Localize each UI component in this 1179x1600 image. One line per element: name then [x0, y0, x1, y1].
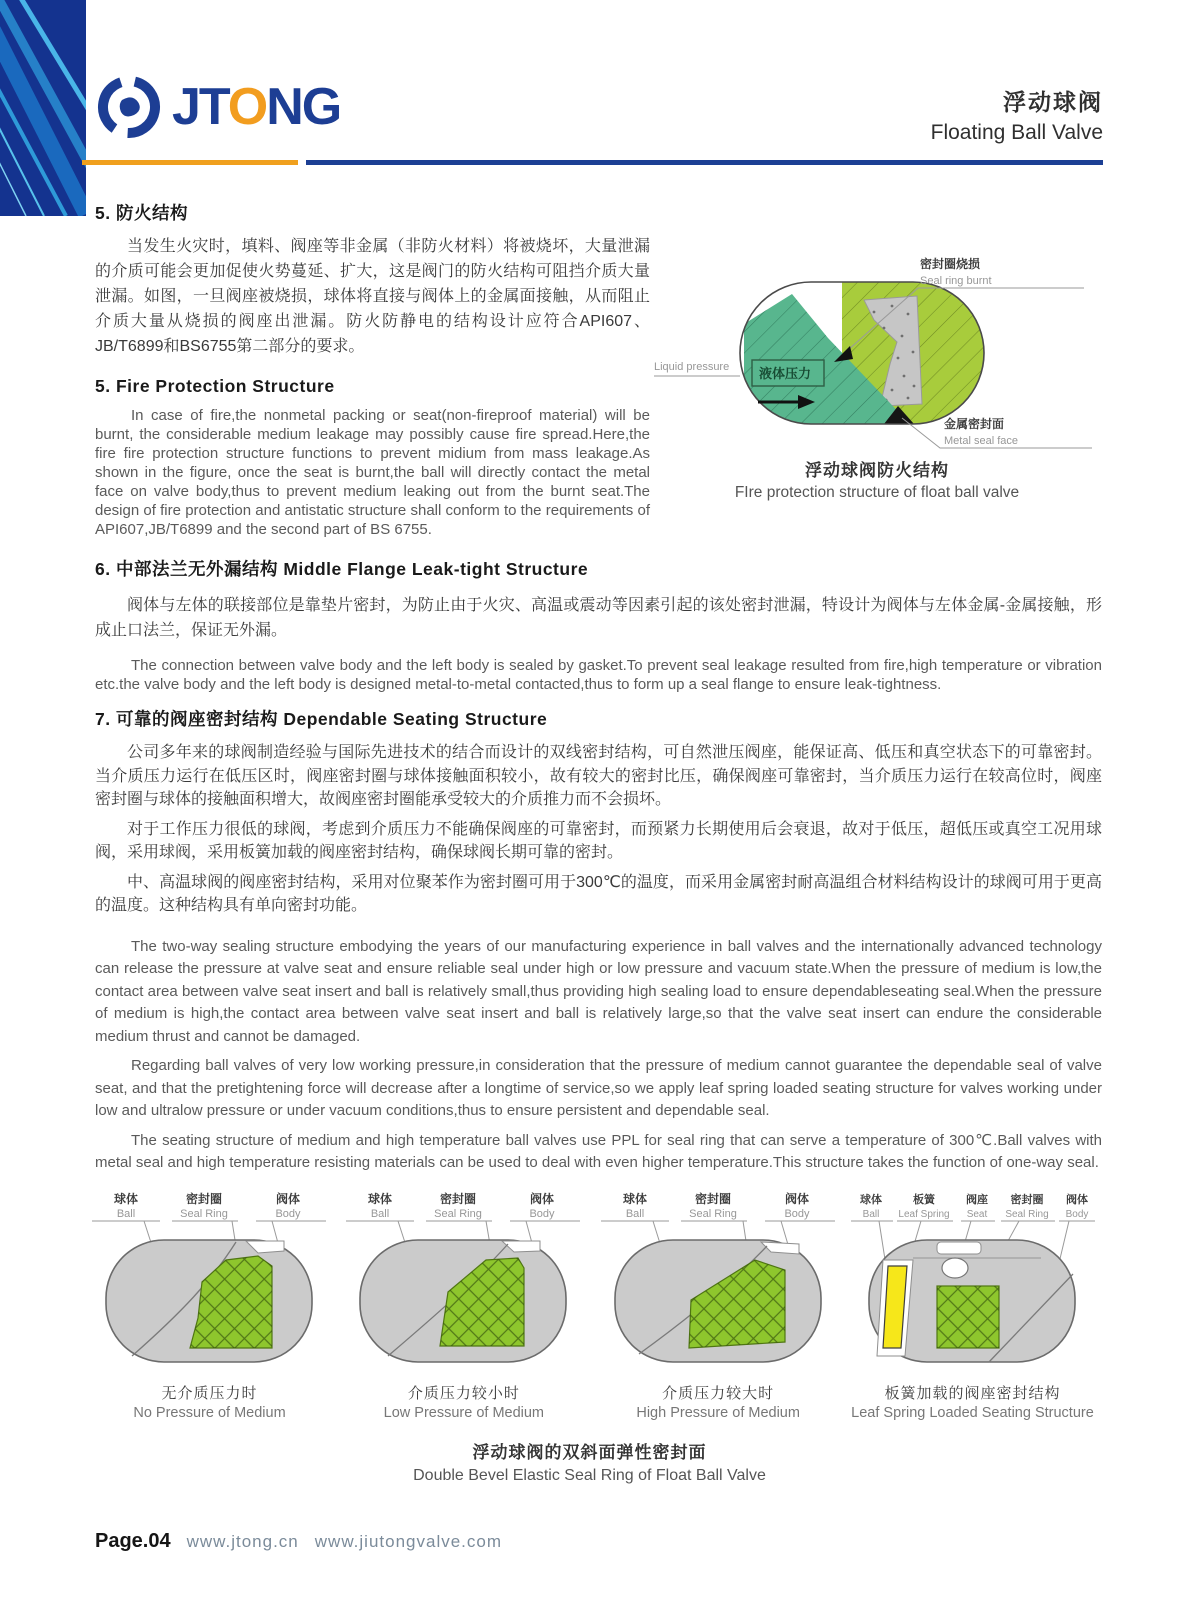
logo-word-post: NG — [266, 78, 341, 136]
seat-figure-3-caption-zh: 介质压力较大时 — [662, 1385, 775, 1402]
label-ball-en: Ball — [862, 1209, 880, 1220]
section-7-para-en-2: Regarding ball valves of very low working pressure,in consideration that the pressure of medium cannot guarantee the dependable seal of valve seat, and that the pretightening force will decrease after a longtime of service,so we apply leaf spring loaded seating structure for valves working under low and ultralow pressure or under vacuum conditions,thus to ensure persistent and dependable seal. — [95, 1057, 1102, 1119]
header-titles — [931, 84, 1103, 145]
seat-bolt — [942, 1258, 968, 1278]
footer-url-1: www.jtong.cn — [186, 1532, 299, 1551]
logo-swirl-icon — [92, 70, 166, 144]
section-6 — [95, 556, 1102, 694]
seat-figure-low-pressure — [340, 1190, 587, 1421]
seat-figure-2-caption-en: Low Pressure of Medium — [383, 1405, 545, 1421]
label-sealring-zh: 密封圈 — [440, 1192, 477, 1206]
section-6-heading: 6. 中部法兰无外漏结构 Middle Flange Leak-tight Structure — [95, 559, 589, 579]
label-sealring-en: Seal Ring — [180, 1208, 228, 1220]
label-body-en: Body — [275, 1208, 301, 1220]
seat-figure-3-caption-en: High Pressure of Medium — [636, 1405, 800, 1421]
page-footer — [95, 1530, 502, 1553]
section-7-para-en-1: The two-way sealing structure embodying the years of our manufacturing experience in ball valves and the internationally advanced technology can release the pressure at valve seat and ensure reliable seal under high or low pressure and vacuum state.When the pressure of medium is low,the contact area between valve seat insert and ball is relatively small,thus providing high sealing load to ensure dependableseating seal.When the pressure of medium is high,the contact area between valve seat insert and ball is relatively large,so that the valve seat insert can endure the considerable medium thrust and cannot be damaged. — [95, 937, 1102, 1045]
seat-diagram-1 — [86, 1190, 333, 1368]
seal-burnt-label-zh: 密封圈烧损 — [920, 257, 981, 271]
seat-figure-no-pressure — [86, 1190, 333, 1421]
fire-protection-figure — [652, 254, 1102, 502]
seat-diagram-2 — [340, 1190, 587, 1368]
section-7-para-zh-3: 中、高温球阀的阀座密封结构，采用对位聚苯作为密封圈可用于300℃的温度，而采用金属密封耐高温组合材料结构设计的球阀可用于更高的温度。这种结构具有单向密封功能。 — [95, 873, 1102, 914]
label-sealring-zh: 密封圈 — [1010, 1194, 1044, 1206]
corner-decoration — [0, 0, 86, 216]
fire-protection-diagram — [652, 254, 1102, 454]
page-number: Page.04 — [95, 1530, 171, 1552]
seat-figure-2-caption-zh: 介质压力较小时 — [407, 1385, 520, 1402]
label-ball-en: Ball — [116, 1208, 136, 1220]
label-body-en: Body — [529, 1208, 555, 1220]
section-5-heading-zh: 5. 防火结构 — [95, 203, 188, 223]
header-title-zh: 浮动球阀 — [1003, 89, 1103, 115]
label-sealring-en: Seal Ring — [688, 1208, 737, 1220]
liquid-pressure-box-label: 液体压力 — [759, 366, 812, 381]
liquid-pressure-label-en: Liquid pressure — [654, 361, 730, 373]
label-body-zh: 阀体 — [275, 1192, 301, 1206]
fire-figure-caption-zh: 浮动球阀防火结构 — [805, 461, 949, 480]
seat-figures-row — [86, 1190, 1096, 1421]
section-5-body-zh: 当发生火灾时，填料、阀座等非金属（非防火材料）将被烧坏，大量泄漏的介质可能会更加促使火势蔓延、扩大，这是阀门的防火结构可阻挡介质大量泄漏。如图，一旦阀座被烧损，球体将直接与阀体上的金属面接触，从而阻止介质大量从烧损的阀座出泄漏。防火防静电的结构设计应符合API607、JB/T6899和BS6755第二部分的要求。 — [95, 238, 650, 355]
logo-word-pre: JT — [172, 78, 228, 136]
label-sealring-zh: 密封圈 — [694, 1192, 731, 1206]
label-body-zh: 阀体 — [784, 1192, 809, 1206]
logo-wordmark — [172, 77, 340, 137]
label-body-zh: 阀体 — [1065, 1194, 1088, 1206]
label-seat-en: Seat — [966, 1209, 988, 1220]
label-ball-zh: 球体 — [368, 1192, 393, 1206]
section-6-body-zh: 阀体与左体的联接部位是靠垫片密封，为防止由于火灾、高温或震动等因素引起的该处密封泄漏，特设计为阀体与左体金属-金属接触，形成止口法兰，保证无外漏。 — [95, 597, 1102, 639]
section-7 — [95, 706, 1102, 1175]
footer-url-2: www.jiutongvalve.com — [314, 1532, 503, 1551]
brand-logo — [92, 70, 340, 144]
section-6-body-en: The connection between valve body and the left body is sealed by gasket.To prevent seal leakage resulted from fire,high temperature or vibration etc.the valve body and the left body is designed metal-to-metal contacted,thus to form up a seal flange to ensure leak-tightness. — [95, 657, 1102, 693]
seat-figure-1-caption-en: No Pressure of Medium — [133, 1405, 286, 1421]
section-5-body-en: In case of fire,the nonmetal packing or seat(non-fireproof material) will be burnt, the considerable medium leakage may possibly cause fire spread.Here,the fire fire protection structure functions to prevent midium from mass leakage.As shown in the figure, once the seat is burnt,the ball will directly contact the metal face on valve body,thus to prevent medium leaking out from the burnt seat.The design of fire protection and antistatic structure shall conform to the requirements of API607,JB/T6899 and the second part of BS 6755. — [95, 407, 650, 538]
label-body-en: Body — [784, 1208, 810, 1220]
header-title-en: Floating Ball Valve — [930, 121, 1103, 144]
section-7-para-zh-1: 公司多年来的球阀制造经验与国际先进技术的结合而设计的双线密封结构，可自然泄压阀座，能保证高、低压和真空状态下的可靠密封。当介质压力运行在低压区时，阀座密封圈与球体接触面积较小，故有较大的密封比压，确保阀座可靠密封，当介质压力运行在较高位时，阀座密封圈与球体的接触面积增大，故阀座密封圈能承受较大的介质推力而不会损坏。 — [95, 744, 1102, 808]
label-ball-en: Ball — [371, 1208, 390, 1220]
label-seat-zh: 阀座 — [965, 1194, 988, 1206]
label-ball-en: Ball — [625, 1208, 644, 1220]
label-sealring-en: Seal Ring — [1005, 1209, 1049, 1220]
seat-figure-1-caption-zh: 无介质压力时 — [161, 1385, 258, 1402]
header-rule-blue — [306, 160, 1103, 165]
label-sealring-zh: 密封圈 — [185, 1192, 223, 1206]
seat-figure-leaf-spring — [849, 1190, 1096, 1421]
group-caption-zh: 浮动球阀的双斜面弹性密封面 — [472, 1443, 707, 1462]
section-5-heading-en: 5. Fire Protection Structure — [95, 376, 335, 396]
seat-figure-4-caption-zh: 板簧加载的阀座密封结构 — [884, 1385, 1061, 1402]
section-7-para-zh-2: 对于工作压力很低的球阀，考虑到介质压力不能确保阀座的可靠密封，而预紧力长期使用后会衰退，故对于低压，超低压或真空工况用球阀，采用球阀，采用板簧加载的阀座密封结构，确保球阀长期可靠的密封。 — [95, 820, 1102, 861]
section-7-heading: 7. 可靠的阀座密封结构 Dependable Seating Structure — [95, 709, 548, 729]
label-ball-zh: 球体 — [622, 1192, 647, 1206]
label-body-en: Body — [1065, 1209, 1089, 1220]
logo-word-o: O — [227, 78, 267, 136]
metal-face-label-zh: 金属密封面 — [944, 417, 1005, 431]
section-7-para-en-3: The seating structure of medium and high temperature ball valves use PPL for seal ring that can serve a temperature of 300℃.Ball valves with metal seal and high temperature resisting materials can be used to deal with even higher temperature.This structure takes the function of one-way seal. — [95, 1131, 1102, 1171]
label-leaf-spring-en: Leaf Spring — [898, 1209, 950, 1220]
seal-burnt-label-en: Seal ring burnt — [920, 275, 992, 287]
seat-diagram-4 — [849, 1190, 1096, 1368]
label-sealring-en: Seal Ring — [434, 1208, 483, 1220]
fire-figure-caption-en: FIre protection structure of float ball valve — [734, 484, 1020, 501]
logo-swirl-center — [120, 97, 140, 116]
label-ball-zh: 球体 — [859, 1194, 882, 1206]
section-5 — [95, 200, 650, 539]
label-leaf-spring-zh: 板簧 — [912, 1194, 935, 1206]
label-body-zh: 阀体 — [530, 1192, 555, 1206]
seat-diagram-3 — [595, 1190, 842, 1368]
seat-figure-high-pressure — [595, 1190, 842, 1421]
seat-figure-4-caption-en: Leaf Spring Loaded Seating Structure — [851, 1405, 1094, 1421]
header-rule-orange — [82, 160, 298, 165]
metal-face-label-en: Metal seal face — [944, 435, 1018, 447]
label-ball-zh: 球体 — [113, 1192, 139, 1206]
group-caption-en: Double Bevel Elastic Seal Ring of Float Ball Valve — [413, 1467, 766, 1484]
seat-figures-group-caption — [0, 1438, 1179, 1485]
